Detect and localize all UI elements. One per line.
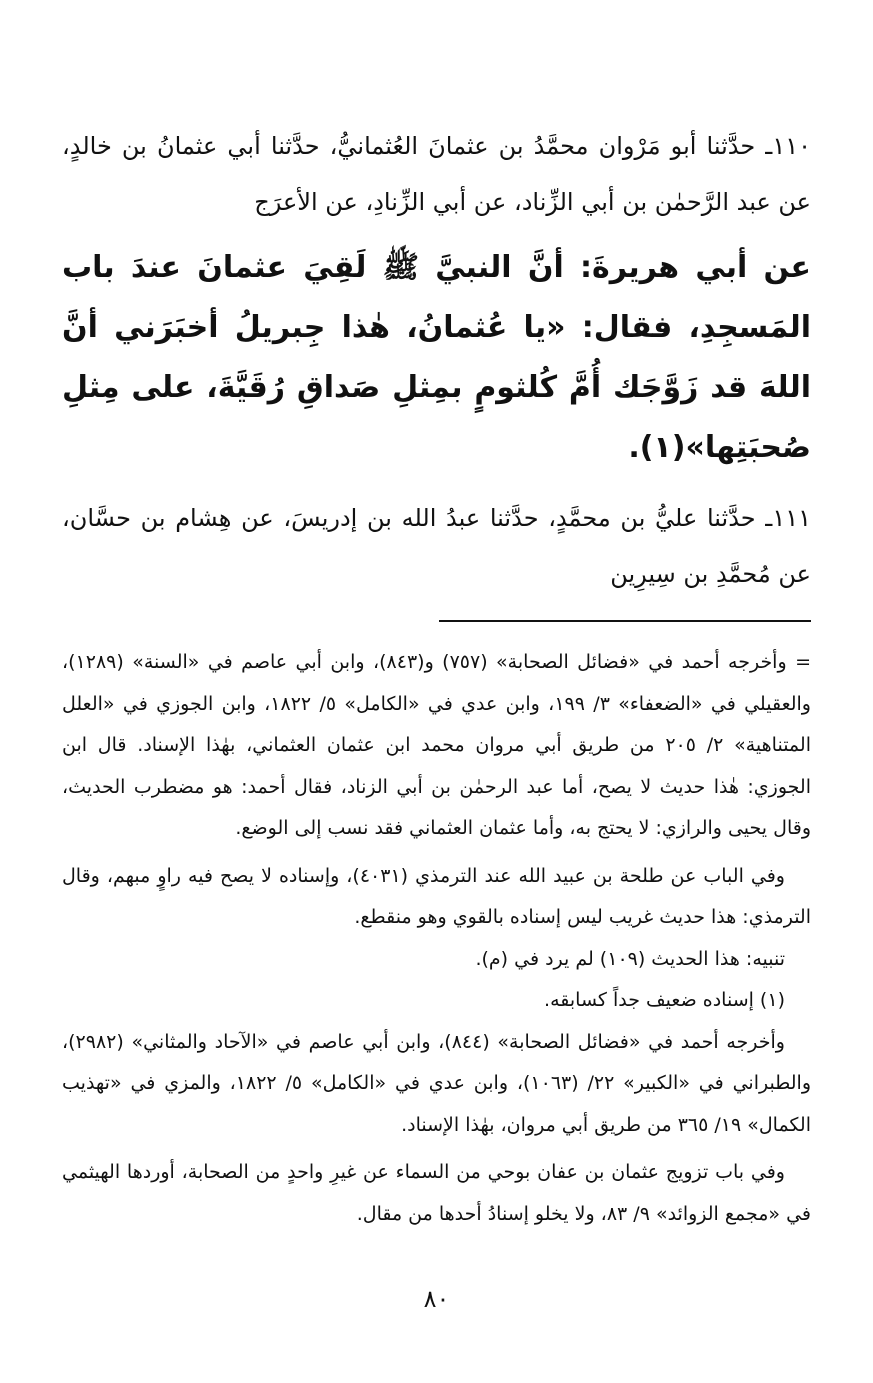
footnote-1-chapter-note: وفي باب تزويج عثمان بن عفان بوحي من السماء عن غيرِ واحدٍ من الصحابة، أوردها الهيثمي في «مجمع الزوائد» ٩/ ٨٣، ولا يخلو إسنادُ أحدها من مقال. (62, 1161, 811, 1225)
footnote-1: (١) إسناده ضعيف جداً كسابقه. (544, 989, 785, 1011)
page-body (62, 118, 811, 1235)
hadith-110-matn: عن أبي هريرةَ: أنَّ النبيَّ ﷺ لَقِيَ عثمانَ عندَ باب المَسجِدِ، فقال: «يا عُثمانُ، هٰذا جِبريلُ أخبَرَني أنَّ اللهَ قد زَوَّجَك أُمَّ كُلثومٍ بمِثلِ صَداقِ رُقَيَّةَ، على مِثلِ صُحبَتِها»(١). (62, 250, 811, 465)
page-number: ٨٠ (423, 1285, 450, 1313)
footnote-continuation: = وأخرجه أحمد في «فضائل الصحابة» (٧٥٧) و(٨٤٣)، وابن أبي عاصم في «السنة» (١٢٨٩)، والعقيلي في «الضعفاء» ٣/ ١٩٩، وابن عدي في «الكامل» ٥/ ١٨٢٢، وابن الجوزي في «العلل المتناهية» ٢/ ٢٠٥ من طريق أبي مروان محمد ابن عثمان العثماني، بهٰذا الإسناد. قال ابن الجوزي: هٰذا حديث لا يصح، أما عبد الرحمٰن بن أبي الزناد، فقال أحمد: هو مضطرب الحديث، وقال يحيى والرازي: لا يحتج به، وأما عثمان العثماني فقد نسب إلى الوضع. (62, 651, 811, 839)
footnotes-section (62, 642, 811, 1235)
hadith-111-isnad: ١١١ـ حدَّثنا عليُّ بن محمَّدٍ، حدَّثنا عبدُ الله بن إدريسَ، عن هِشام بن حسَّان، عن مُحمَّدِ بن سِيرِين (62, 504, 811, 588)
footnote-1-sources: وأخرجه أحمد في «فضائل الصحابة» (٨٤٤)، وابن أبي عاصم في «الآحاد والمثاني» (٢٩٨٢)، والطبراني في «الكبير» ٢٢/ (١٠٦٣)، وابن عدي في «الكامل» ٥/ ١٨٢٢، والمزي في «تهذيب الكمال» ١٩/ ٣٦٥ من طريق أبي مروان، بهٰذا الإسناد. (62, 1030, 812, 1136)
footnote-divider (439, 620, 811, 622)
footnote-talha-note: وفي الباب عن طلحة بن عبيد الله عند الترمذي (٤٠٣١)، وإسناده لا يصح فيه راوٍ مبهم، وقال الترمذي: هذا حديث غريب ليس إسناده بالقوي وهو منقطع. (62, 864, 811, 928)
footnote-warning: تنبيه: هذا الحديث (١٠٩) لم يرد في (م). (475, 947, 785, 970)
hadith-110-isnad: ١١٠ـ حدَّثنا أبو مَرْوان محمَّدُ بن عثمانَ العُثمانيُّ، حدَّثنا أبي عثمانُ بن خالدٍ، عن عبد الرَّحمٰن بن أبي الزِّناد، عن أبي الزِّنادِ، عن الأعرَج (62, 132, 811, 216)
